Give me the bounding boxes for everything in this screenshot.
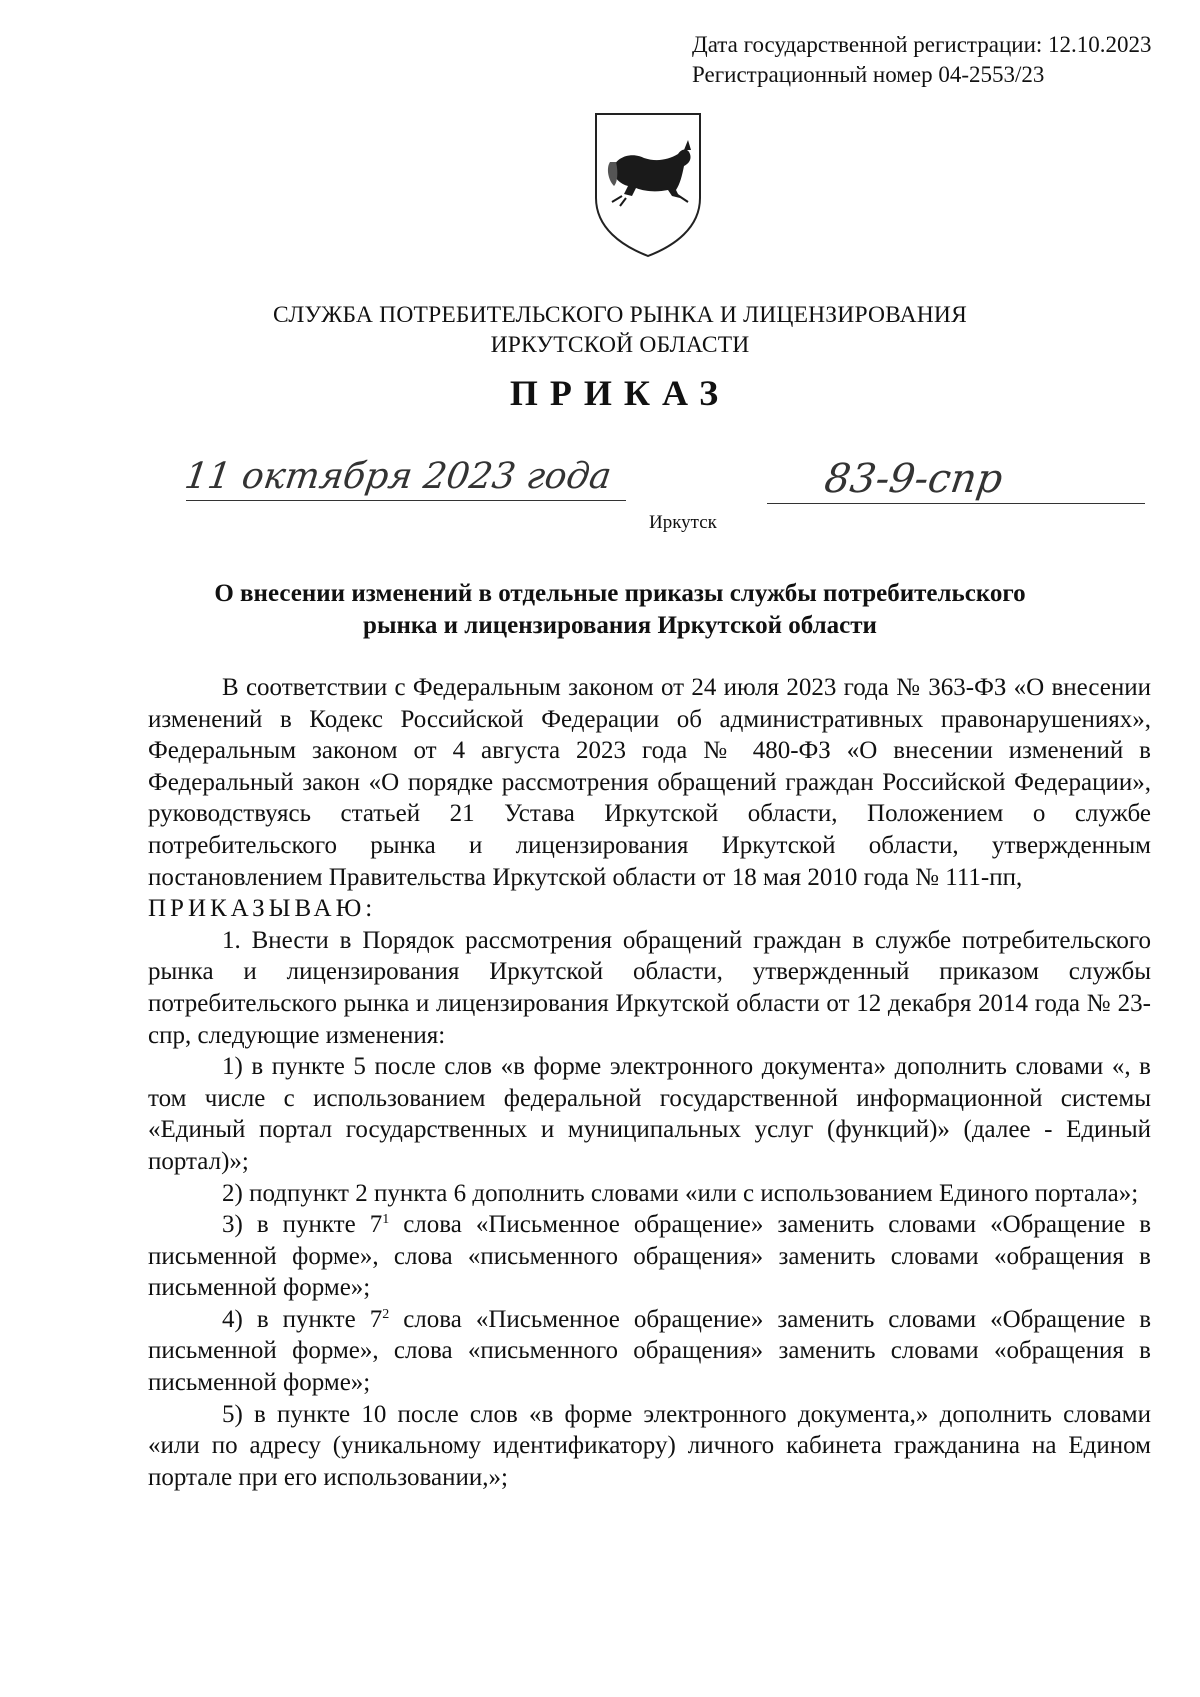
subitem-5-paragraph: 5) в пункте 10 после слов «в форме электронного документа,» дополнить словами «или по адресу (уникальному идентификатору) личного кабинета гражданина на Едином портале при его использовании,»; — [148, 1400, 1151, 1491]
subitem-3-superscript: 1 — [382, 1212, 390, 1228]
item-1-paragraph: 1. Внести в Порядок рассмотрения обращений граждан в службе потребительского рынка и лицензирования Иркутской области, утвержденный приказом службы потребительского рынка и лицензирования Иркутской области от 12 декабря 2014 года № 23-спр, следующие изменения: — [148, 926, 1151, 1049]
document-type-title: ПРИКАЗ — [509, 373, 731, 413]
preamble-paragraph: В соответствии с Федеральным законом от 24 июля 2023 года № 363-ФЗ «О внесении изменений в Кодекс Российской Федерации об административных правонарушениях», Федеральным законом от 4 августа 2023 года № 480-ФЗ «О внесении изменений в Федеральный закон «О порядке рассмотрения обращений граждан Российской Федерации», руководствуясь статьей 21 Устава Иркутской области, Положением о службе потребительского рынка и лицензирования Иркутской области, утвержденным постановлением Правительства Иркутской области от 18 мая 2010 года № 111-пп, — [148, 674, 1151, 891]
organization-line-1: СЛУЖБА ПОТРЕБИТЕЛЬСКОГО РЫНКА И ЛИЦЕНЗИРОВАНИЯ — [273, 302, 967, 328]
handwritten-order-number: 83-9-спр — [821, 456, 1006, 502]
irkutsk-coat-of-arms-icon — [592, 110, 704, 260]
subitem-3-start: 3) в пункте 7 — [222, 1211, 383, 1239]
registration-stamp — [692, 30, 1192, 90]
organization-name — [140, 300, 1100, 360]
number-underline — [767, 503, 1145, 504]
subitem-3-paragraph — [148, 1209, 1151, 1304]
subitem-1-paragraph: 1) в пункте 5 после слов «в форме электронного документа» дополнить словами «, в том числе с использованием федеральной государственной информационной системы «Единый портал государственных и муниципальных услуг (функций)» (далее - Единый портал)»; — [148, 1053, 1151, 1175]
city-label: Иркутск — [649, 512, 717, 533]
subject-line-2: рынка и лицензирования Иркутской области — [363, 612, 877, 639]
subitem-4-start: 4) в пункте 7 — [222, 1305, 383, 1333]
subject-line-1: О внесении изменений в отдельные приказы службы потребительского — [214, 580, 1026, 607]
organization-line-2: ИРКУТСКОЙ ОБЛАСТИ — [490, 332, 750, 358]
registration-date: Дата государственной регистрации: 12.10.2023 — [692, 32, 1152, 57]
subitem-4-end: слова «Письменное обращение» заменить словами «Обращение в письменной форме», слова «письменного обращения» заменить словами «обращения в письменной форме»; — [148, 1305, 1151, 1397]
date-underline — [186, 500, 626, 501]
subitem-3-end: слова «Письменное обращение» заменить словами «Обращение в письменной форме», слова «письменного обращения» заменить словами «обращения в письменной форме»; — [148, 1211, 1151, 1302]
document-body — [148, 672, 1151, 1493]
document-subject — [140, 578, 1100, 642]
subitem-4-superscript: 2 — [382, 1306, 390, 1322]
order-word: ПРИКАЗЫВАЮ: — [148, 895, 377, 923]
subitem-4-paragraph — [148, 1304, 1151, 1399]
handwritten-date: 11 октября 2023 года — [182, 456, 614, 497]
registration-number: Регистрационный номер 04-2553/23 — [692, 62, 1045, 87]
subitem-2-paragraph: 2) подпункт 2 пункта 6 дополнить словами «или с использованием Единого портала»; — [222, 1179, 1139, 1207]
